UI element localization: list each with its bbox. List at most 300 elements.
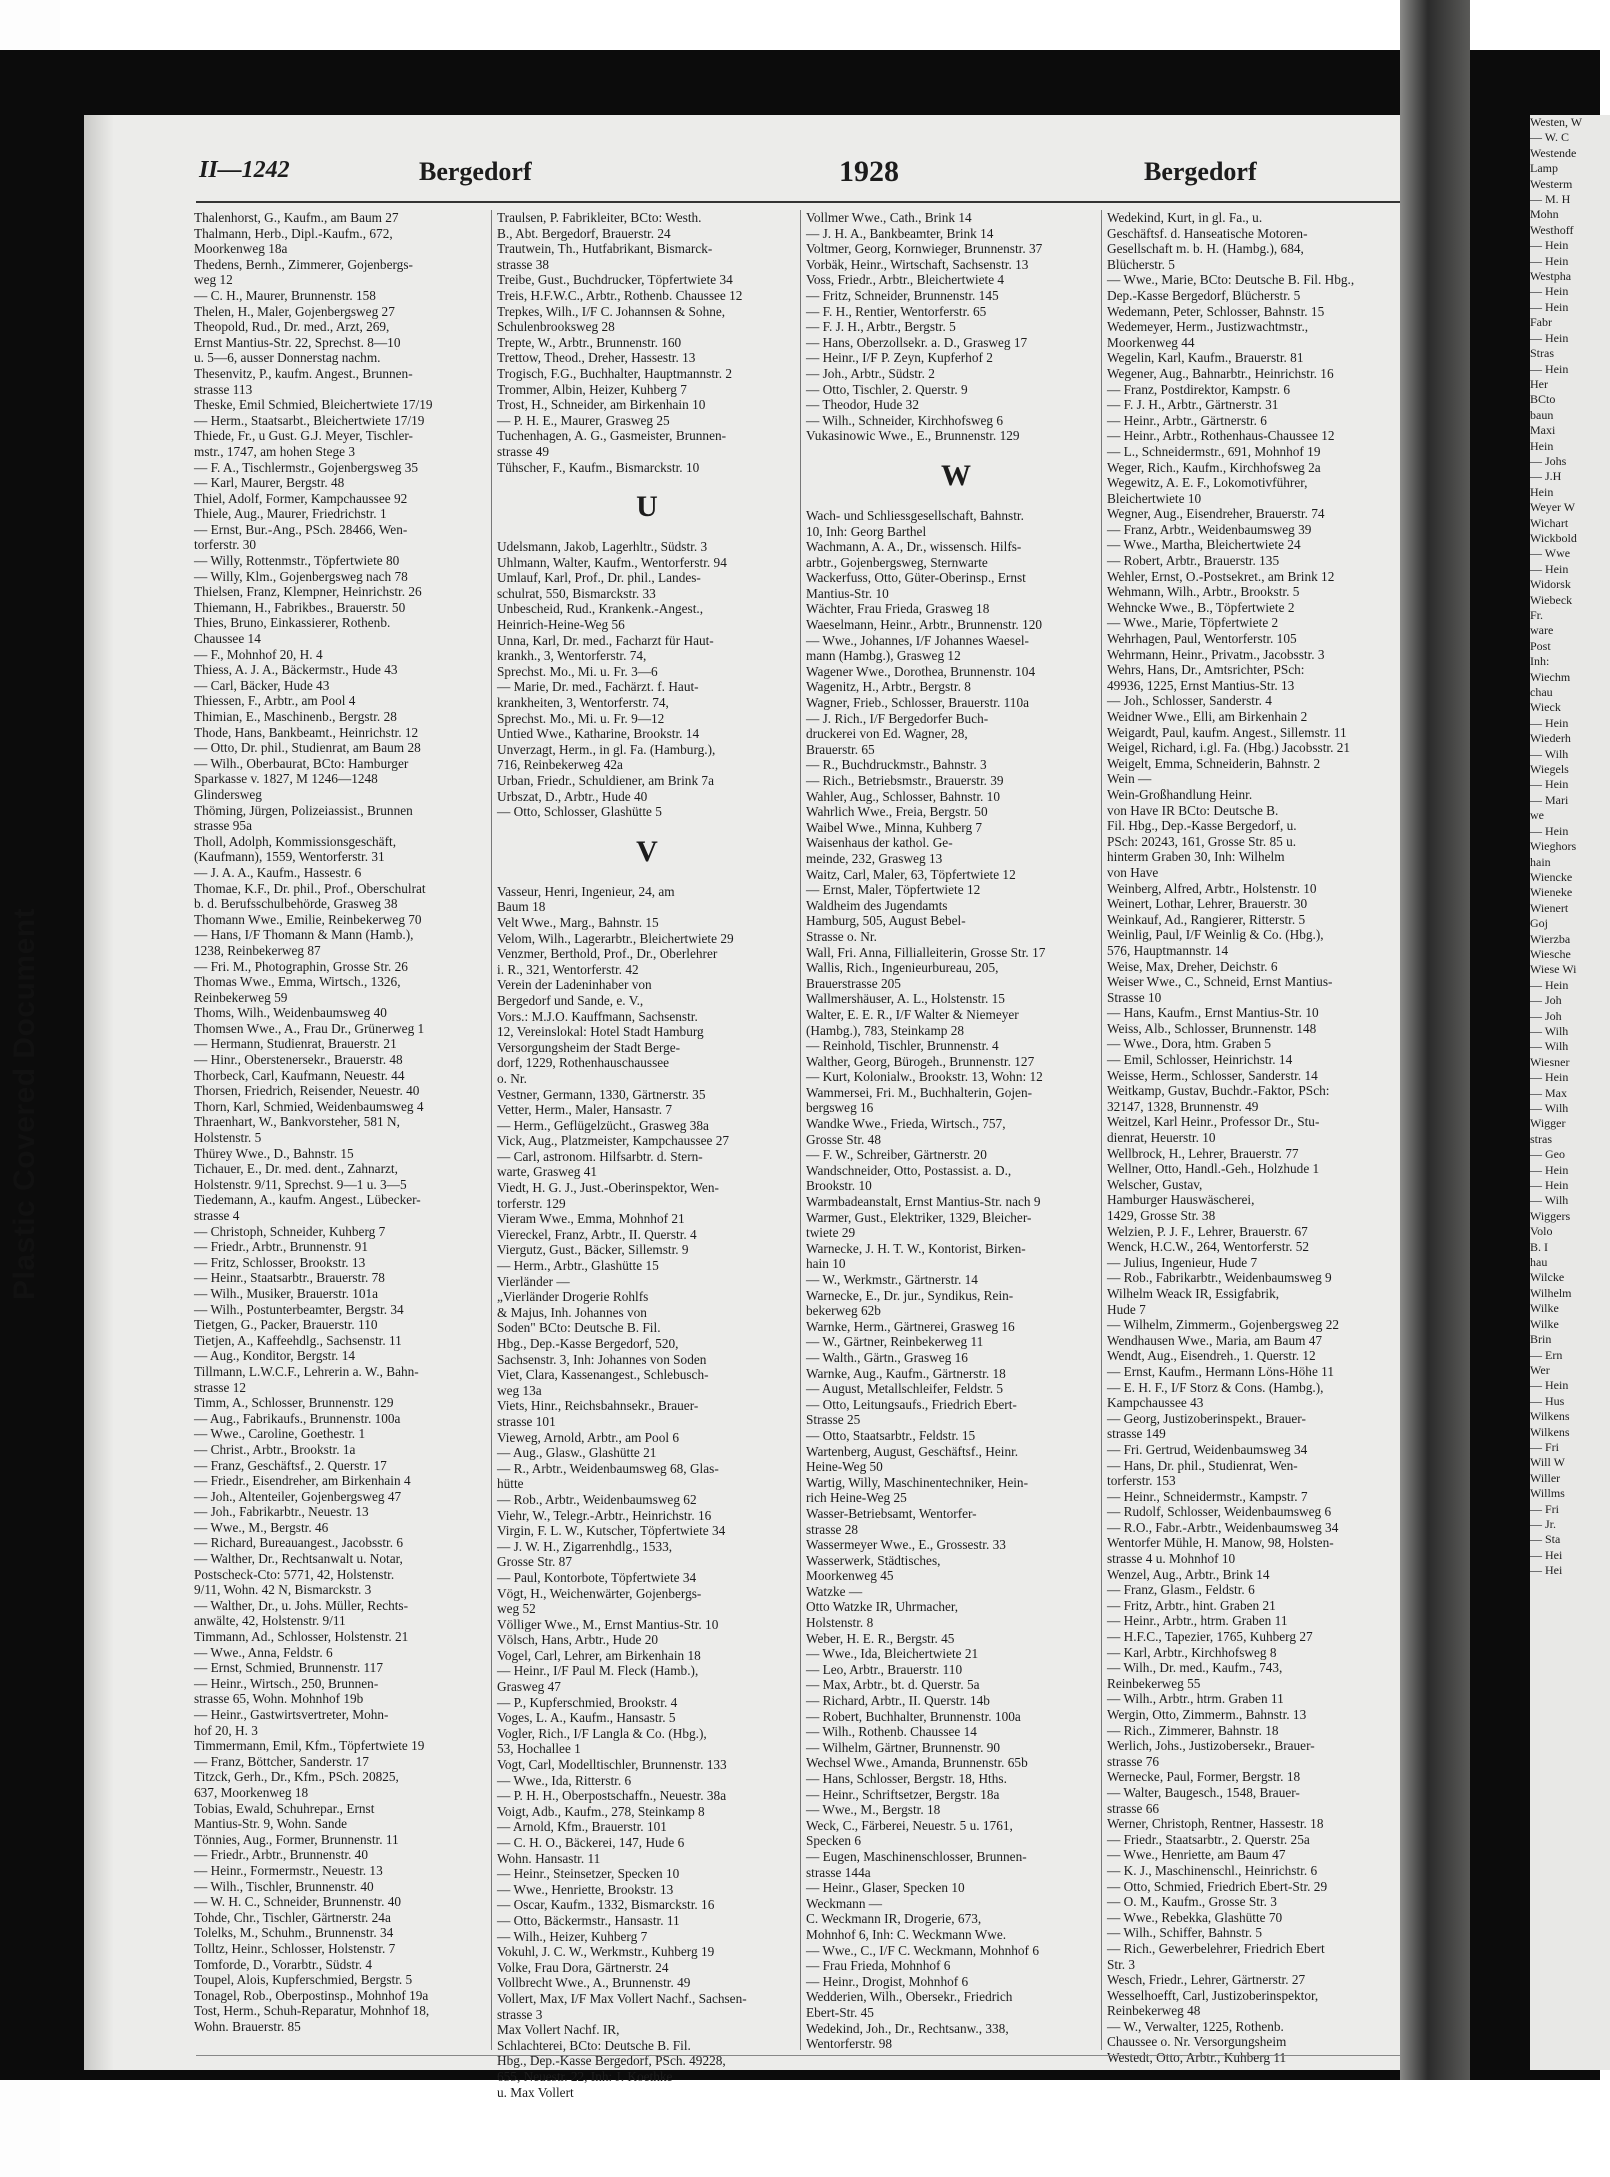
directory-entry-line: Viereckel, Franz, Arbtr., II. Querstr. 4 — [497, 1226, 697, 1242]
directory-entry-line: Tönnies, Aug., Former, Brunnenstr. 11 — [194, 1831, 399, 1847]
next-page-fragment: Wiebeck — [1530, 592, 1573, 607]
directory-entry-line: Waldheim des Jugendamts — [806, 897, 948, 913]
directory-entry-line: — Walther, Dr., u. Johs. Müller, Rechts- — [194, 1597, 409, 1613]
directory-column-1 — [194, 210, 494, 2034]
directory-entry-line: — Friedr., Arbtr., Brunnenstr. 40 — [194, 1847, 368, 1863]
section-letter: V — [636, 834, 658, 868]
directory-entry-line: C. Weckmann IR, Drogerie, 673, — [806, 1911, 982, 1927]
directory-entry-line: Thode, Hans, Bankbeamt., Heinrichstr. 12 — [194, 724, 419, 740]
directory-entry-line: Tonagel, Rob., Oberpostinsp., Mohnhof 19a — [194, 1987, 429, 2003]
directory-entry-line: Thomae, K.F., Dr. phil., Prof., Oberschulrat — [194, 880, 426, 896]
directory-entry-line: Wagner, Frieb., Schlosser, Brauerstr. 110a — [806, 695, 1029, 711]
directory-entry-line: Max Vollert Nachf. IR, — [497, 2022, 620, 2038]
directory-entry-line: Wartenberg, August, Geschäftsf., Heinr. — [806, 1443, 1019, 1459]
directory-entry-line: Weigel, Richard, i.gl. Fa. (Hbg.) Jacobsstr. 21 — [1107, 740, 1351, 756]
directory-entry-line: Weck, C., Färberei, Neuestr. 5 u. 1761, — [806, 1817, 1013, 1833]
next-page-fragment: Mohn — [1530, 207, 1559, 222]
directory-entry-line: Vögt, H., Weichenwärter, Gojenbergs- — [497, 1585, 702, 1601]
directory-entry-line: Reinbekerweg 48 — [1107, 2003, 1201, 2019]
directory-entry-line: — R., Arbtr., Weidenbaumsweg 68, Glas- — [497, 1460, 719, 1476]
directory-entry-line: Wedemeyer, Herm., Justizwachtmstr., — [1107, 319, 1309, 335]
directory-entry-line: warte, Grasweg 41 — [497, 1164, 598, 1180]
directory-entry-line: 655, Neuestr. 22, Inh: J. Koethke — [497, 2068, 673, 2084]
directory-entry-line: Hamburger Hauswäscherei, — [1107, 1192, 1255, 1208]
directory-entry-line: Welscher, Gustav, — [1107, 1176, 1203, 1192]
header-year: 1928 — [839, 155, 899, 188]
directory-entry-line: Viergutz, Gust., Bäcker, Sillemstr. 9 — [497, 1242, 689, 1258]
directory-entry-line: — Otto, Dr. phil., Studienrat, am Baum 28 — [194, 740, 421, 756]
directory-entry-line: strasse 149 — [1107, 1426, 1166, 1442]
directory-entry-line: Walther, Georg, Bürogeh., Brunnenstr. 127 — [806, 1053, 1035, 1069]
directory-entry-line: Urbszat, D., Arbtr., Hude 40 — [497, 788, 648, 804]
directory-entry-line: — Otto, Leitungsaufs., Friedrich Ebert- — [806, 1396, 1017, 1412]
directory-entry-line: Weitzel, Karl Heinr., Professor Dr., Stu- — [1107, 1114, 1320, 1130]
next-page-fragment: Hein — [1530, 484, 1554, 499]
directory-entry-line: — Wilh., Musiker, Brauerstr. 101a — [194, 1285, 379, 1301]
next-page-fragment: — Hein — [1530, 1162, 1569, 1177]
directory-entry-line: Umlauf, Karl, Prof., Dr. phil., Landes- — [497, 570, 701, 586]
section-letter: W — [941, 458, 971, 492]
directory-entry-line: Sachsenstr. 3, Inh: Johannes von Soden — [497, 1351, 707, 1367]
directory-entry-line: — Rich., Gewerbelehrer, Friedrich Ebert — [1107, 1940, 1325, 1956]
directory-entry-line: Tholl, Adolph, Kommissionsgeschäft, — [194, 833, 397, 849]
directory-entry-line: Thalmann, Herb., Dipl.-Kaufm., 672, — [194, 225, 393, 241]
directory-entry-line: Reinbekerweg 59 — [194, 989, 288, 1005]
directory-entry-line: Warmer, Gust., Elektriker, 1329, Bleicher- — [806, 1209, 1032, 1225]
directory-entry-line: strasse 76 — [1107, 1753, 1160, 1769]
directory-entry-line: strasse 4 u. Mohnhof 10 — [1107, 1551, 1236, 1567]
next-page-fragment: Wilkens — [1530, 1409, 1570, 1424]
directory-entry-line: Wesselhoefft, Carl, Justizoberinspektor, — [1107, 1987, 1319, 2003]
directory-entry-line: Trepkes, Wilh., I/F C. Johannsen & Sohne, — [497, 303, 726, 319]
directory-entry-line: Vieweg, Arnold, Arbtr., am Pool 6 — [497, 1429, 680, 1445]
directory-entry-line: — Heinr., Steinsetzer, Specken 10 — [497, 1866, 680, 1882]
directory-entry-line: — Wilh., Arbtr., htrm. Graben 11 — [1107, 1691, 1284, 1707]
next-page-fragment: baun — [1530, 407, 1554, 422]
next-page-fragment: Wigger — [1530, 1116, 1566, 1131]
next-page-fragment: — Hein — [1530, 299, 1569, 314]
directory-entry-line: Wassermeyer Wwe., E., Grossestr. 33 — [806, 1537, 1006, 1553]
directory-entry-line: Thomsen Wwe., A., Frau Dr., Grünerweg 1 — [194, 1020, 425, 1036]
next-page-fragment: Westpha — [1530, 269, 1572, 284]
next-page-fragment: Wilke — [1530, 1316, 1559, 1331]
directory-entry-line: Wedemann, Peter, Schlosser, Bahnstr. 15 — [1107, 303, 1325, 319]
next-page-fragment: Fabr — [1530, 315, 1552, 330]
directory-entry-line: — Ernst, Schmied, Brunnenstr. 117 — [194, 1660, 383, 1676]
directory-entry-line: Wohn. Hansastr. 11 — [497, 1850, 601, 1866]
directory-entry-line: — J. A. A., Kaufm., Hassestr. 6 — [194, 864, 362, 880]
directory-entry-line: Wehmann, Wilh., Arbtr., Brookstr. 5 — [1107, 584, 1300, 600]
next-page-fragment: — W. C — [1530, 130, 1570, 145]
directory-entry-line: Thiemann, H., Fabrikbes., Brauerstr. 50 — [194, 599, 406, 615]
directory-entry-line: Specken 6 — [806, 1833, 862, 1849]
next-page-fragment: Maxi — [1530, 423, 1556, 438]
next-page-fragment: — J.H — [1530, 469, 1562, 484]
directory-entry-line: — Wilh., Tischler, Brunnenstr. 40 — [194, 1878, 374, 1894]
directory-entry-line: Unverzagt, Herm., in gl. Fa. (Hamburg.), — [497, 741, 716, 757]
next-page-fragment: Wiederh — [1530, 731, 1571, 746]
directory-entry-line: — Arnold, Kfm., Brauerstr. 101 — [497, 1819, 667, 1835]
directory-entry-line: Verein der Ladeninhaber von — [497, 977, 652, 993]
next-page-fragment: ware — [1530, 623, 1554, 638]
directory-entry-line: Versorgungsheim der Stadt Berge- — [497, 1039, 681, 1055]
directory-entry-line: — Frau Frieda, Mohnhof 6 — [806, 1958, 951, 1974]
directory-entry-line: Wenck, H.C.W., 264, Wentorferstr. 52 — [1107, 1239, 1310, 1255]
directory-entry-line: — Wwe., C., I/F C. Weckmann, Mohnhof 6 — [806, 1942, 1039, 1958]
directory-entry-line: Volke, Frau Dora, Gärtnerstr. 24 — [497, 1959, 669, 1975]
directory-entry-line: Strasse o. Nr. — [806, 928, 877, 944]
side-label: Plastic Covered Document — [8, 907, 41, 1300]
directory-entry-line: Brauerstr. 65 — [806, 741, 875, 757]
directory-entry-line: — R.O., Fabr.-Arbtr., Weidenbaumsweg 34 — [1107, 1519, 1339, 1535]
directory-entry-line: Voltmer, Georg, Kornwieger, Brunnenstr. 37 — [806, 241, 1043, 257]
next-page-fragment: — Wilh — [1530, 1023, 1569, 1038]
directory-entry-line: Baum 18 — [497, 899, 546, 915]
directory-entry-line: — Emil, Schlosser, Heinrichstr. 14 — [1107, 1052, 1293, 1068]
directory-entry-line: Weckmann — — [806, 1895, 883, 1911]
directory-entry-line: — Herm., Geflügelzücht., Grasweg 38a — [497, 1117, 709, 1133]
directory-entry-line: — J. Rich., I/F Bergedorfer Buch- — [806, 710, 989, 726]
directory-entry-line: Welzien, P. J. F., Lehrer, Brauerstr. 67 — [1107, 1223, 1308, 1239]
next-page-fragment: — Hein — [1530, 1070, 1569, 1085]
directory-entry-line: — Rudolf, Schlosser, Weidenbaumsweg 6 — [1107, 1504, 1332, 1520]
directory-entry-line: — H.F.C., Tapezier, 1765, Kuhberg 27 — [1107, 1629, 1313, 1645]
directory-entry-line: — Wwe., Caroline, Goethestr. 1 — [194, 1426, 366, 1442]
directory-entry-line: Traulsen, P. Fabrikleiter, BCto: Westh. — [497, 210, 702, 225]
next-page-fragment: — Geo — [1530, 1147, 1565, 1162]
directory-entry-line: Heinrich-Heine-Weg 56 — [497, 617, 625, 633]
directory-entry-line: Thorn, Karl, Schmied, Weidenbaumsweg 4 — [194, 1098, 424, 1114]
directory-entry-line: — Kurt, Kolonialw., Brookstr. 13, Wohn: 12 — [806, 1069, 1043, 1085]
directory-entry-line: Theopold, Rud., Dr. med., Arzt, 269, — [194, 319, 390, 335]
next-page-fragment: — Wilh — [1530, 746, 1569, 761]
directory-entry-line: Warmbadeanstalt, Ernst Mantius-Str. nach 9 — [806, 1194, 1041, 1210]
directory-entry-line: — Franz, Geschäftsf., 2. Querstr. 17 — [194, 1457, 387, 1473]
directory-entry-line: — Fritz, Schlosser, Brookstr. 13 — [194, 1254, 366, 1270]
directory-entry-line: Wedekind, Joh., Dr., Rechtsanw., 338, — [806, 2020, 1009, 2036]
directory-entry-line: — Hans, I/F Thomann & Mann (Hamb.), — [194, 927, 414, 943]
directory-entry-line: 12, Vereinslokal: Hotel Stadt Hamburg — [497, 1024, 704, 1040]
directory-entry-line: Thorbeck, Carl, Kaufmann, Neuestr. 44 — [194, 1067, 405, 1083]
directory-entry-line: Thielsen, Franz, Klempner, Heinrichstr. 26 — [194, 584, 422, 600]
next-page-fragment: we — [1530, 808, 1544, 823]
directory-entry-line: 10, Inh: Georg Barthel — [806, 523, 927, 539]
next-page-fragment: — Wilh — [1530, 1039, 1569, 1054]
next-page-fragment: — Hein — [1530, 361, 1569, 376]
next-page-fragment: Lamp — [1530, 161, 1558, 176]
directory-entry-line: — Wwe., Ida, Ritterstr. 6 — [497, 1772, 632, 1788]
next-page-fragment: — Sta — [1530, 1532, 1561, 1547]
directory-entry-line: — Wwe., Henriette, am Baum 47 — [1107, 1847, 1286, 1863]
next-page-fragment: — Hein — [1530, 330, 1569, 345]
directory-entry-line: Brauerstrasse 205 — [806, 975, 901, 991]
directory-entry-line: Wenzel, Aug., Arbtr., Brink 14 — [1107, 1566, 1270, 1582]
next-page-fragment: B. I — [1530, 1239, 1548, 1254]
directory-entry-line: torferstr. 30 — [194, 537, 257, 553]
next-page-fragment: Wierzba — [1530, 931, 1571, 946]
directory-entry-line: — Carl, Bäcker, Hude 43 — [194, 677, 330, 693]
directory-entry-line: — Wilh., Schneider, Kirchhofsweg 6 — [806, 412, 1003, 428]
directory-entry-line: — Paul, Kontorbote, Töpfertwiete 34 — [497, 1569, 697, 1585]
next-page-fragment: — Hein — [1530, 715, 1569, 730]
directory-entry-line: Thelen, H., Maler, Gojenbergsweg 27 — [194, 303, 395, 319]
directory-entry-line: Velom, Wilh., Lagerarbtr., Bleichertwiete 29 — [497, 930, 734, 946]
directory-entry-line: Tietjen, A., Kaffeehdlg., Sachsenstr. 11 — [194, 1332, 402, 1348]
directory-entry-line: Wammersei, Fri. M., Buchhalterin, Gojen- — [806, 1084, 1033, 1100]
book-gutter — [1400, 0, 1470, 2080]
directory-entry-line: Timmermann, Emil, Kfm., Töpfertwiete 19 — [194, 1738, 425, 1754]
next-page-fragment: — Wwe — [1530, 546, 1571, 561]
directory-entry-line: anwälte, 42, Holstenstr. 9/11 — [194, 1613, 346, 1629]
directory-entry-line: — Heinr., I/F Paul M. Fleck (Hamb.), — [497, 1663, 699, 1679]
directory-entry-line: Thöming, Jürgen, Polizeiassist., Brunnen — [194, 802, 413, 818]
directory-entry-line: Bleichertwiete 10 — [1107, 490, 1202, 506]
directory-entry-line: Moorkenweg 18a — [194, 241, 288, 257]
directory-entry-line: — Hermann, Studienrat, Brauerstr. 21 — [194, 1036, 397, 1052]
directory-entry-line: meinde, 232, Grasweg 13 — [806, 850, 943, 866]
directory-entry-line: strasse 101 — [497, 1413, 556, 1429]
directory-entry-line: Wackerfuss, Otto, Güter-Oberinsp., Ernst — [806, 570, 1026, 586]
directory-entry-line: — C. H. O., Bäckerei, 147, Hude 6 — [497, 1835, 685, 1850]
directory-entry-line: Wellner, Otto, Handl.-Geh., Holzhude 1 — [1107, 1161, 1320, 1177]
directory-entry-line: — Wwe., Henriette, Brookstr. 13 — [497, 1881, 674, 1897]
directory-entry-line: Wegner, Aug., Eisendreher, Brauerstr. 74 — [1107, 506, 1325, 522]
directory-entry-line: Sprechst. Mo., Mi. u. Fr. 3—6 — [497, 663, 658, 679]
directory-entry-line: — Heinr., Staatsarbtr., Brauerstr. 78 — [194, 1270, 385, 1286]
next-page-fragment: Volo — [1530, 1224, 1553, 1239]
directory-entry-line: — Heinr., Drogist, Mohnhof 6 — [806, 1973, 969, 1989]
next-page-fragment: Wiechm — [1530, 669, 1571, 684]
directory-entry-line: Str. 3 — [1107, 1956, 1136, 1972]
directory-entry-line: von Have IR BCto: Deutsche B. — [1107, 802, 1279, 818]
directory-entry-line: Wechsel Wwe., Amanda, Brunnenstr. 65b — [806, 1755, 1028, 1771]
directory-entry-line: — Rob., Arbtr., Weidenbaumsweg 62 — [497, 1491, 697, 1507]
directory-entry-line: Werlich, Johs., Justizobersekr., Brauer- — [1107, 1738, 1315, 1754]
directory-entry-line: Thedens, Bernh., Zimmerer, Gojenbergs- — [194, 256, 413, 272]
next-page-fragment: Wer — [1530, 1362, 1550, 1377]
directory-entry-line: — Heinr., Gastwirtsvertreter, Mohn- — [194, 1707, 389, 1722]
section-letter: U — [636, 490, 658, 524]
directory-entry-line: Bergedorf und Sande, e. V., — [497, 992, 644, 1008]
directory-entry-line: Thraenhart, W., Bankvorsteher, 581 N, — [194, 1114, 400, 1130]
directory-entry-line: — Joh., Schlosser, Sanderstr. 4 — [1107, 693, 1272, 709]
directory-entry-line: Timm, A., Schlosser, Brunnenstr. 129 — [194, 1395, 394, 1411]
directory-entry-line: strasse 49 — [497, 443, 550, 459]
directory-entry-line: — Carl, astronom. Hilfsarbtr. d. Stern- — [497, 1148, 703, 1164]
directory-entry-line: — Wilh., Heizer, Kuhberg 7 — [497, 1928, 648, 1944]
directory-entry-line: — Aug., Glasw., Glashütte 21 — [497, 1445, 657, 1461]
directory-entry-line: dorf, 1229, Rothenhauschaussee — [497, 1055, 670, 1071]
directory-entry-line: Warnke, Herm., Gärtnerei, Grasweg 16 — [806, 1318, 1015, 1334]
directory-entry-line: — Hinr., Oberstenersekr., Brauerstr. 48 — [194, 1052, 403, 1068]
directory-entry-line: Vestner, Germann, 1330, Gärtnerstr. 35 — [497, 1086, 706, 1102]
directory-entry-line: Thoms, Wilh., Weidenbaumsweg 40 — [194, 1005, 387, 1021]
directory-entry-line: dienrat, Heuerstr. 10 — [1107, 1130, 1216, 1146]
directory-entry-line: Vasseur, Henri, Ingenieur, 24, am — [497, 883, 675, 899]
directory-entry-line: Viet, Clara, Kassenangest., Schlebusch- — [497, 1367, 709, 1383]
directory-entry-line: Weise, Max, Dreher, Deichstr. 6 — [1107, 958, 1278, 974]
directory-entry-line: 9/11, Wohn. 42 N, Bismarckstr. 3 — [194, 1582, 372, 1598]
next-page-fragment: Wienert — [1530, 900, 1569, 915]
directory-entry-line: — J. H. A., Bankbeamter, Brink 14 — [806, 225, 994, 241]
directory-entry-line: Tichauer, E., Dr. med. dent., Zahnarzt, — [194, 1161, 398, 1177]
directory-entry-line: Weger, Rich., Kaufm., Kirchhofsweg 2a — [1107, 459, 1321, 475]
directory-entry-line: Vogler, Rich., I/F Langla & Co. (Hbg.), — [497, 1725, 707, 1741]
column-divider — [491, 210, 492, 2050]
directory-entry-line: Wesch, Friedr., Lehrer, Gärtnerstr. 27 — [1107, 1972, 1306, 1988]
directory-entry-line: Schulenbrooksweg 28 — [497, 319, 615, 335]
next-page-fragment: — Jr. — [1530, 1516, 1557, 1531]
directory-entry-line: Vick, Aug., Platzmeister, Kampchaussee 27 — [497, 1133, 730, 1149]
next-page-fragment: Weyer W — [1530, 500, 1576, 515]
next-page-fragment: Wiese Wi — [1530, 962, 1577, 977]
directory-entry-line: PSch: 20243, 161, Grosse Str. 85 u. — [1107, 833, 1297, 849]
next-page-fragment: — Mari — [1530, 792, 1569, 807]
directory-entry-line: u. Max Vollert — [497, 2084, 574, 2100]
next-page-fragment: Wiggers — [1530, 1208, 1571, 1223]
directory-entry-line: — Georg, Justizoberinspekt., Brauer- — [1107, 1410, 1306, 1426]
directory-entry-line: — Joh., Arbtr., Südstr. 2 — [806, 365, 935, 381]
directory-entry-line: — Leo, Arbtr., Brauerstr. 110 — [806, 1661, 963, 1677]
directory-entry-line: Weisse, Herm., Schlosser, Sanderstr. 14 — [1107, 1067, 1318, 1083]
directory-entry-line: mann (Hambg.), Grasweg 12 — [806, 648, 961, 664]
directory-entry-line: — Rich., Betriebsmstr., Brauerstr. 39 — [806, 773, 1004, 788]
directory-entry-line: Vors.: M.J.O. Kauffmann, Sachsenstr. — [497, 1008, 698, 1024]
directory-entry-line: Wellbrock, H., Lehrer, Brauerstr. 77 — [1107, 1145, 1299, 1161]
footer-rule — [196, 2055, 1466, 2056]
next-page-fragment: Wiegels — [1530, 762, 1569, 777]
directory-entry-line: Thalenhorst, G., Kaufm., am Baum 27 — [194, 210, 399, 225]
directory-entry-line: — Heinr., Wirtsch., 250, Brunnen- — [194, 1675, 379, 1691]
directory-entry-line: Waitz, Carl, Maler, 63, Töpfertwiete 12 — [806, 866, 1016, 882]
directory-entry-line: — Wwe., M., Bergstr. 46 — [194, 1519, 329, 1535]
directory-entry-line: hütte — [497, 1476, 524, 1492]
directory-entry-line: Wahler, Aug., Schlosser, Bahnstr. 10 — [806, 788, 1000, 804]
directory-entry-line: — Rob., Fabrikarbtr., Weidenbaumsweg 9 — [1107, 1270, 1332, 1286]
next-page-fragment: Wickbold — [1530, 530, 1577, 545]
directory-entry-line: Vogt, Carl, Modelltischler, Brunnenstr. 133 — [497, 1757, 727, 1773]
directory-entry-line: Wandschneider, Otto, Postassist. a. D., — [806, 1162, 1012, 1178]
directory-entry-line: Wehler, Ernst, O.-Postsekret., am Brink 12 — [1107, 568, 1335, 584]
directory-entry-line: Weidner Wwe., Elli, am Birkenhain 2 — [1107, 709, 1308, 724]
next-page-fragment: Will W — [1530, 1455, 1565, 1470]
directory-entry-line: — F., Mohnhof 20, H. 4 — [194, 646, 323, 662]
directory-entry-line: Wallmershäuser, A. L., Holstenstr. 15 — [806, 991, 1005, 1007]
directory-entry-line: strasse 4 — [194, 1208, 240, 1223]
directory-entry-line: Wachmann, A. A., Dr., wissensch. Hilfs- — [806, 539, 1022, 555]
directory-entry-line: Wilhelm Weack IR, Essigfabrik, — [1107, 1285, 1280, 1301]
directory-entry-line: Tillmann, L.W.C.F., Lehrerin a. W., Bahn- — [194, 1363, 419, 1379]
directory-entry-line: — Friedr., Staatsarbtr., 2. Querstr. 25a — [1107, 1831, 1310, 1847]
directory-entry-line: u. 5—6, ausser Donnerstag nachm. — [194, 350, 381, 366]
directory-entry-line: Heine-Weg 50 — [806, 1459, 883, 1475]
directory-entry-line: Westedt, Otto, Arbtr., Kuhberg 11 — [1107, 2050, 1287, 2066]
directory-entry-line: — L., Schneidermstr., 691, Mohnhof 19 — [1107, 443, 1321, 459]
directory-entry-line: — Otto, Bäckermstr., Hansastr. 11 — [497, 1912, 680, 1928]
directory-entry-line: — Theodor, Hude 32 — [806, 397, 919, 413]
directory-entry-line: Viedt, H. G. J., Just.-Oberinspektor, Wen- — [497, 1180, 719, 1196]
directory-entry-line: Mantius-Str. 10 — [806, 585, 889, 601]
directory-entry-line: Trepte, W., Arbtr., Brunnenstr. 160 — [497, 334, 682, 350]
directory-entry-line: — Wilh., Postunterbeamter, Bergstr. 34 — [194, 1301, 404, 1317]
page-header — [199, 157, 1469, 197]
directory-entry-line: — Marie, Dr. med., Fachärzt. f. Haut- — [497, 679, 699, 695]
column-divider — [1101, 210, 1102, 2050]
directory-entry-line: — F. H., Rentier, Wentorferstr. 65 — [806, 303, 987, 319]
directory-entry-line: hain 10 — [806, 1256, 846, 1272]
directory-entry-line: — Wwe., M., Bergstr. 18 — [806, 1802, 941, 1818]
header-right-title: Bergedorf — [1144, 157, 1257, 186]
directory-entry-line: — Walth., Gärtn., Grasweg 16 — [806, 1349, 968, 1365]
directory-entry-line: krankh., 3, Wentorferstr. 74, — [497, 648, 647, 664]
directory-entry-line: — Willy, Klm., Gojenbergsweg nach 78 — [194, 568, 408, 584]
next-page-fragment: — Hein — [1530, 1378, 1569, 1393]
directory-entry-line: Toupel, Alois, Kupferschmied, Bergstr. 5 — [194, 1972, 413, 1988]
directory-entry-line: — F. A., Tischlermstr., Gojenbergsweg 35 — [194, 459, 419, 475]
directory-entry-line: (Kaufmann), 1559, Wentorferstr. 31 — [194, 849, 385, 865]
directory-entry-line: Velt Wwe., Marg., Bahnstr. 15 — [497, 914, 659, 930]
directory-entry-line: — Franz, Arbtr., Weidenbaumsweg 39 — [1107, 521, 1312, 537]
next-page-fragment: — Joh — [1530, 1008, 1562, 1023]
directory-entry-line: — Heinr., Arbtr., Gärtnerstr. 6 — [1107, 412, 1267, 428]
directory-entry-line: Voss, Friedr., Arbtr., Bleichertwiete 4 — [806, 272, 1005, 288]
next-page-fragment: Willms — [1530, 1486, 1565, 1501]
directory-entry-line: — Franz, Glasm., Feldstr. 6 — [1107, 1582, 1255, 1598]
directory-entry-line: Sprechst. Mo., Mi. u. Fr. 9—12 — [497, 710, 665, 726]
next-page-fragment: — Hein — [1530, 238, 1569, 253]
directory-entry-line: weg 13a — [497, 1382, 542, 1398]
directory-entry-line: Vollert, Max, I/F Max Vollert Nachf., Sachsen- — [497, 1990, 747, 2006]
directory-entry-line: — W., Werkmstr., Gärtnerstr. 14 — [806, 1272, 978, 1287]
directory-entry-line: — Hans, Dr. phil., Studienrat, Wen- — [1107, 1457, 1298, 1473]
page-number: II—1242 — [199, 157, 290, 183]
directory-entry-line: Wegener, Aug., Bahnarbtr., Heinrichstr. 16 — [1107, 365, 1334, 381]
next-page-fragment: — Hein — [1530, 561, 1569, 576]
directory-entry-line: — Herm., Arbtr., Glashütte 15 — [497, 1258, 659, 1274]
directory-entry-line: Vollbrecht Wwe., A., Brunnenstr. 49 — [497, 1975, 691, 1991]
directory-entry-line: Warnecke, J. H. T. W., Kontorist, Birken- — [806, 1240, 1026, 1256]
directory-entry-line: Mantius-Str. 9, Wohn. Sande — [194, 1816, 348, 1832]
next-page-fragment: BCto — [1530, 392, 1556, 407]
directory-entry-line: Thomann Wwe., Emilie, Reinbekerweg 70 — [194, 911, 422, 927]
directory-entry-line: — Friedr., Eisendreher, am Birkenhain 4 — [194, 1473, 411, 1489]
directory-column-3 — [806, 210, 1106, 2052]
next-page-fragment: — Fri — [1530, 1501, 1560, 1516]
directory-entry-line: — Fritz, Arbtr., hint. Graben 21 — [1107, 1597, 1276, 1613]
directory-entry-line: Schlachterei, BCto: Deutsche B. Fil. — [497, 2037, 691, 2053]
next-page-fragment: Westen, W — [1530, 115, 1583, 129]
directory-entry-line: (Hambg.), 783, Steinkamp 28 — [806, 1022, 965, 1038]
directory-entry-line: Trost, H., Schneider, am Birkenhain 10 — [497, 397, 706, 413]
directory-entry-line: Soden" BCto: Deutsche B. Fil. — [497, 1320, 661, 1336]
next-page-fragment: — Ern — [1530, 1347, 1563, 1362]
directory-entry-line: Virgin, F. L. W., Kutscher, Töpfertwiete 34 — [497, 1523, 726, 1539]
directory-entry-line: — F. J. H., Arbtr., Gärtnerstr. 31 — [1107, 397, 1279, 413]
directory-column-4 — [1107, 210, 1407, 2066]
directory-entry-line: — Joh., Altenteiler, Gojenbergsweg 47 — [194, 1488, 402, 1504]
directory-entry-line: Udelsmann, Jakob, Lagerhltr., Südstr. 3 — [497, 539, 708, 555]
directory-entry-line: Uhlmann, Walter, Kaufm., Wentorferstr. 94 — [497, 554, 727, 570]
directory-entry-line: strasse 95a — [194, 818, 252, 834]
directory-entry-line: Glindersweg — [194, 786, 262, 802]
directory-entry-line: Wein — — [1107, 771, 1152, 787]
directory-entry-line: Timmann, Ad., Schlosser, Holstenstr. 21 — [194, 1629, 409, 1645]
directory-entry-line: Wächter, Frau Frieda, Grasweg 18 — [806, 601, 990, 617]
next-page-edge — [1530, 115, 1610, 2070]
directory-entry-line: Otto Watzke IR, Uhrmacher, — [806, 1599, 959, 1615]
directory-entry-line: Theske, Emil Schmied, Bleichertwiete 17/19 — [194, 397, 433, 413]
next-page-fragment: Wiesche — [1530, 946, 1571, 961]
